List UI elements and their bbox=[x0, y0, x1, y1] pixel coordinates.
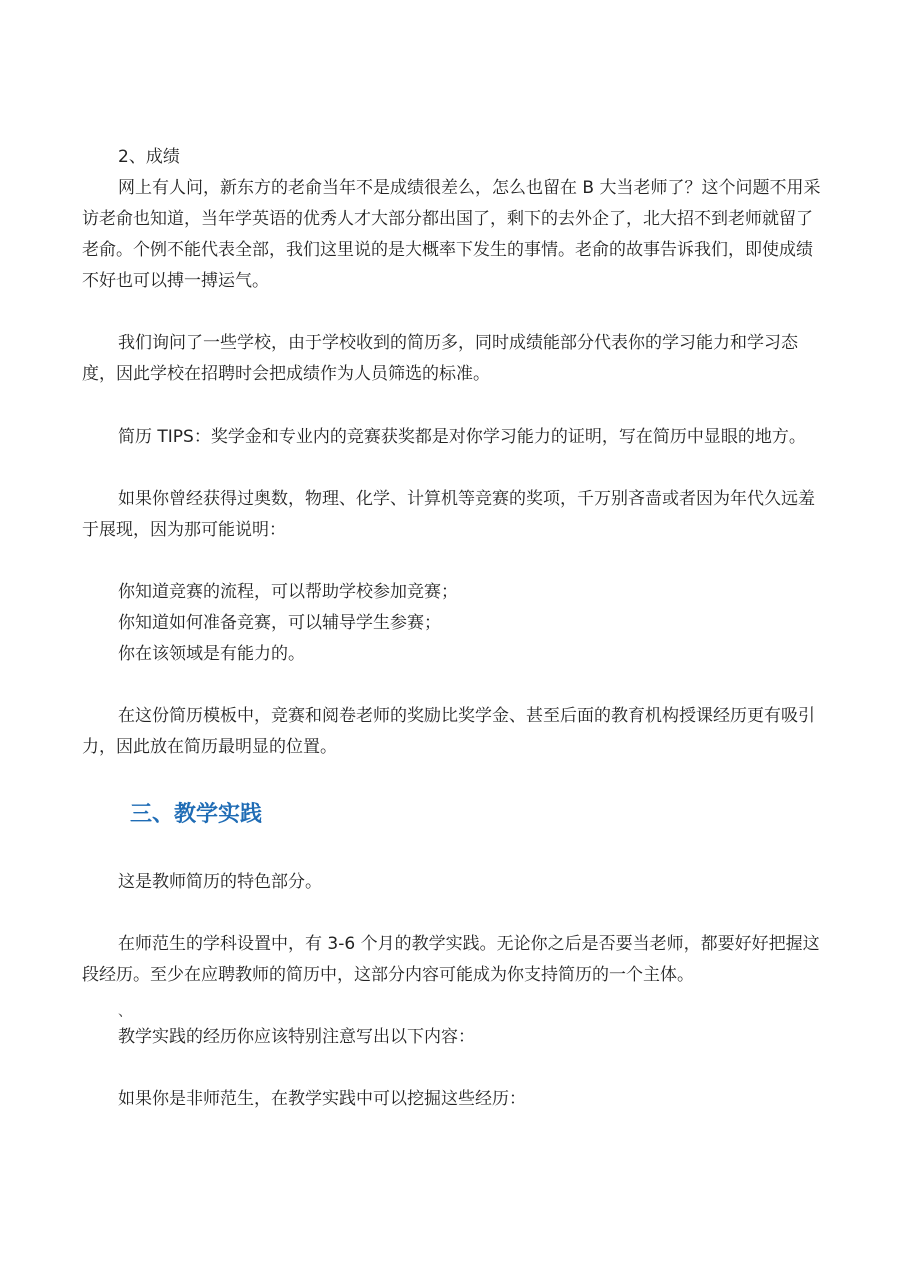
resume-tips: 简历 TIPS：奖学金和专业内的竞赛获奖都是对你学习能力的证明，写在简历中显眼的地方。 bbox=[118, 427, 806, 447]
section-3-heading: 三、教学实践 bbox=[130, 802, 263, 827]
section-2-paragraph-3: 如果你曾经获得过奥数，物理、化学、计算机等竞赛的奖项，千万别吝啬或者因为年代久远羞于展现，因为那可能说明： bbox=[82, 489, 815, 540]
section-3-paragraph-2: 在师范生的学科设置中，有 3-6 个月的教学实践。无论你之后是否要当老师，都要好好把握这段经历。至少在应聘教师的简历中，这部分内容可能成为你支持简历的一个主体。 bbox=[82, 934, 820, 985]
stray-mark: 、 bbox=[118, 1004, 132, 1020]
section-2-title: 2、成绩 bbox=[118, 147, 180, 167]
section-2-paragraph-1: 网上有人问，新东方的老俞当年不是成绩很差么，怎么也留在 B 大当老师了？这个问题不用采访老俞也知道，当年学英语的优秀人才大部分都出国了，剩下的去外企了，北大招不到老师就留了老俞。个例不能代表全部，我们这里说的是大概率下发生的事情。老俞的故事告诉我们，即使成绩不好也可以搏一搏运气。 bbox=[82, 178, 821, 291]
section-2-paragraph-4: 在这份简历模板中，竞赛和阅卷老师的奖励比奖学金、甚至后面的教育机构授课经历更有吸引力，因此放在简历最明显的位置。 bbox=[82, 706, 815, 757]
list-item: 你知道如何准备竞赛，可以辅导学生参赛； bbox=[118, 613, 441, 633]
section-3-paragraph-3: 教学实践的经历你应该特别注意写出以下内容： bbox=[118, 1027, 475, 1047]
list-item: 你在该领域是有能力的。 bbox=[118, 644, 305, 664]
section-2-paragraph-2: 我们询问了一些学校，由于学校收到的简历多，同时成绩能部分代表你的学习能力和学习态度，因此学校在招聘时会把成绩作为人员筛选的标准。 bbox=[82, 333, 798, 384]
section-3-paragraph-1: 这是教师简历的特色部分。 bbox=[118, 872, 322, 892]
list-item: 你知道竞赛的流程，可以帮助学校参加竞赛； bbox=[118, 582, 458, 602]
section-3-paragraph-4: 如果你是非师范生，在教学实践中可以挖掘这些经历： bbox=[118, 1089, 526, 1109]
